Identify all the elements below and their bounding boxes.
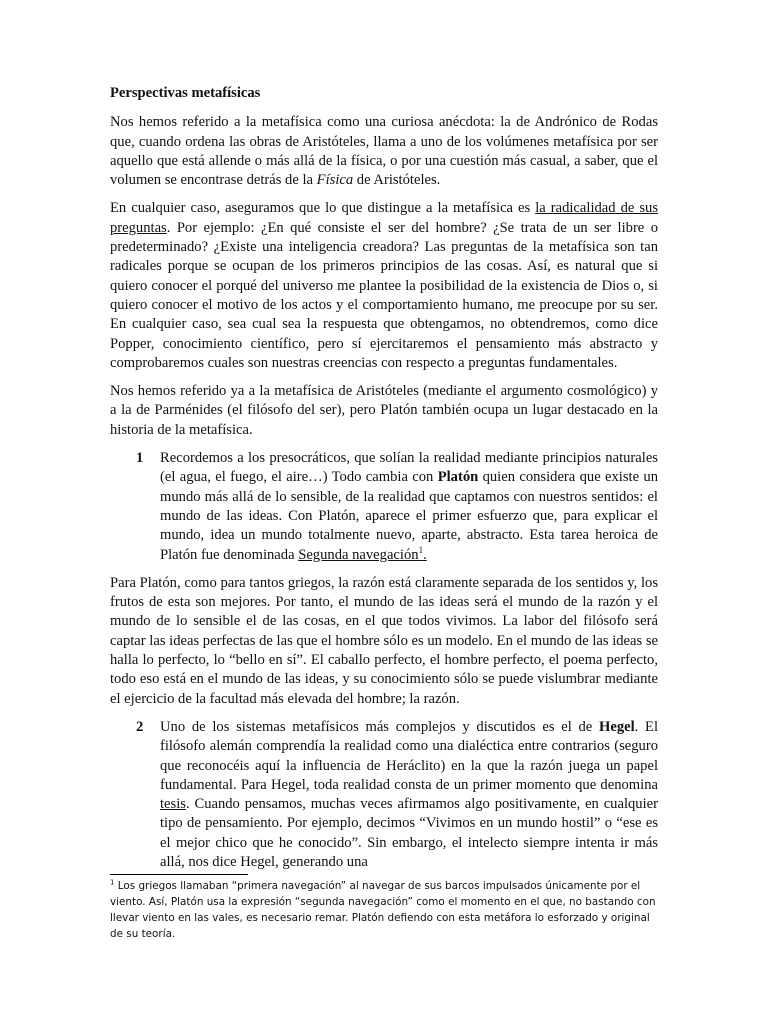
text: . El filósofo alemán comprendía la realidad como una dialéctica entre contrarios (seguro que reconocéis aquí la influencia de Heráclito) en la que la razón juega un papel fundamental. Para Hegel, toda realidad consta de un primer momento que denomina: [160, 718, 658, 793]
underlined-text: [298, 544, 427, 563]
text: Nos hemos referido a la metafísica como una curiosa anécdota: la de Andrónico de Rodas que, cuando ordena las obras de Aristóteles, llama a uno de los volúmenes metafísica por ser aquello que está allende o más allá de la física, o por una cuestión más casual, a saber, que el volumen se encontrase detrás de la: [110, 114, 658, 189]
text: Uno de los sistemas metafísicos más complejos y discutidos es el de: [160, 718, 599, 735]
paragraph-3: Nos hemos referido ya a la metafísica de Aristóteles (mediante el argumento cosmológico) y a la de Parménides (el filósofo del ser), pero Platón también ocupa un lugar destacado en la historia de la metafísica.: [110, 383, 658, 438]
text: En cualquier caso, aseguramos que lo que distingue a la metafísica es: [110, 200, 536, 217]
paragraph-1: [110, 113, 658, 190]
underlined-text: la radicalidad de sus preguntas: [110, 200, 659, 236]
footnote: [110, 878, 658, 942]
footnote-text: Los griegos llamaban “primera navegación” al navegar de sus barcos impulsados únicamente por el viento. Así, Platón usa la expresión “segunda navegación” como el momento en el que, no bastando con llevar viento en las vales, es necesario remar. Platón defiendo con esta metáfora lo esforzado y original de su teoría.: [110, 880, 656, 940]
list-item-2: [110, 718, 658, 872]
paragraph-4: Para Platón, como para tantos griegos, la razón está claramente separada de los sentidos y, los frutos de esta son mejores. Por tanto, el mundo de las ideas será el mundo de la razón y el mundo de lo sensible el de las cosas, en el que todos vivimos. La labor del filósofo será captar las ideas perfectas de las que el hombre sólo es un modelo. En el mundo de las ideas se halla lo perfecto, lo “bello en sí”. El caballo perfecto, el hombre perfecto, el poema perfecto, todo eso está en el mundo de las ideas, y su conocimiento sólo se puede vislumbrar mediante el ejercicio de la facultad más elevada del hombre; la razón.: [110, 574, 658, 707]
document-body: [110, 84, 658, 881]
text: . Por ejemplo: ¿En qué consiste el ser del hombre? ¿Se trata de un ser libre o predeterminado? ¿Existe una inteligencia creadora? Las preguntas de la metafísica son tan radicales porque se ocupan de los primeros principios de las cosas. Así, es natural que si quiero conocer el porqué del universo me plantee la posibilidad de la existencia de Dios o, si quiero conocer el motivo de los actos y el comportamiento humano, me preocupe por su ser. En cualquier caso, sea cual sea la respuesta que obtengamos, no obtendremos, como dice Popper, conocimiento científico, pero sí ejercitaremos el pensamiento más abstracto y comprobaremos cuales son nuestras creencias con respecto a preguntas fundamentales.: [110, 219, 658, 371]
list-number: 1: [136, 450, 144, 467]
footnote-separator: [110, 874, 248, 875]
text: .: [423, 546, 427, 563]
underlined-text: tesis: [160, 796, 186, 813]
text: de Aristóteles.: [353, 172, 441, 189]
text: Recordemos a los presocráticos, que solían la realidad mediante principios naturales (el agua, el fuego, el aire…) Todo cambia con: [160, 450, 658, 486]
text: . Cuando pensamos, muchas veces afirmamos algo positivamente, en cualquier tipo de pensamiento. Por ejemplo, decimos “Vivimos en un mundo hostil” o “ese es el mejor chico que he conocido”. Sin embargo, el intelecto siempre intenta ir más allá, nos dice Hegel, generando una: [160, 796, 658, 870]
list-item-1: [110, 449, 658, 565]
text: quien considera que existe un mundo más allá de lo sensible, de la realidad que captamos con nuestros sentidos: el mundo de las ideas. Con Platón, aparece el primer esfuerzo que, para explicar el mundo, idea un mundo totalmente nuevo, aparte, abstracto. Esta tarea heroica de Platón fue denominada: [160, 469, 658, 563]
paragraph-2: [110, 199, 658, 373]
document-title: Perspectivas metafísicas: [110, 85, 261, 101]
list-number: 2: [136, 718, 144, 735]
bold-text: Platón: [437, 469, 479, 486]
bold-text: Hegel: [598, 718, 635, 735]
italic-text: Física: [316, 172, 354, 189]
footnote-ref[interactable]: 1: [418, 544, 424, 555]
text: Segunda navegación: [298, 546, 419, 563]
footnote-number: 1: [110, 878, 115, 887]
